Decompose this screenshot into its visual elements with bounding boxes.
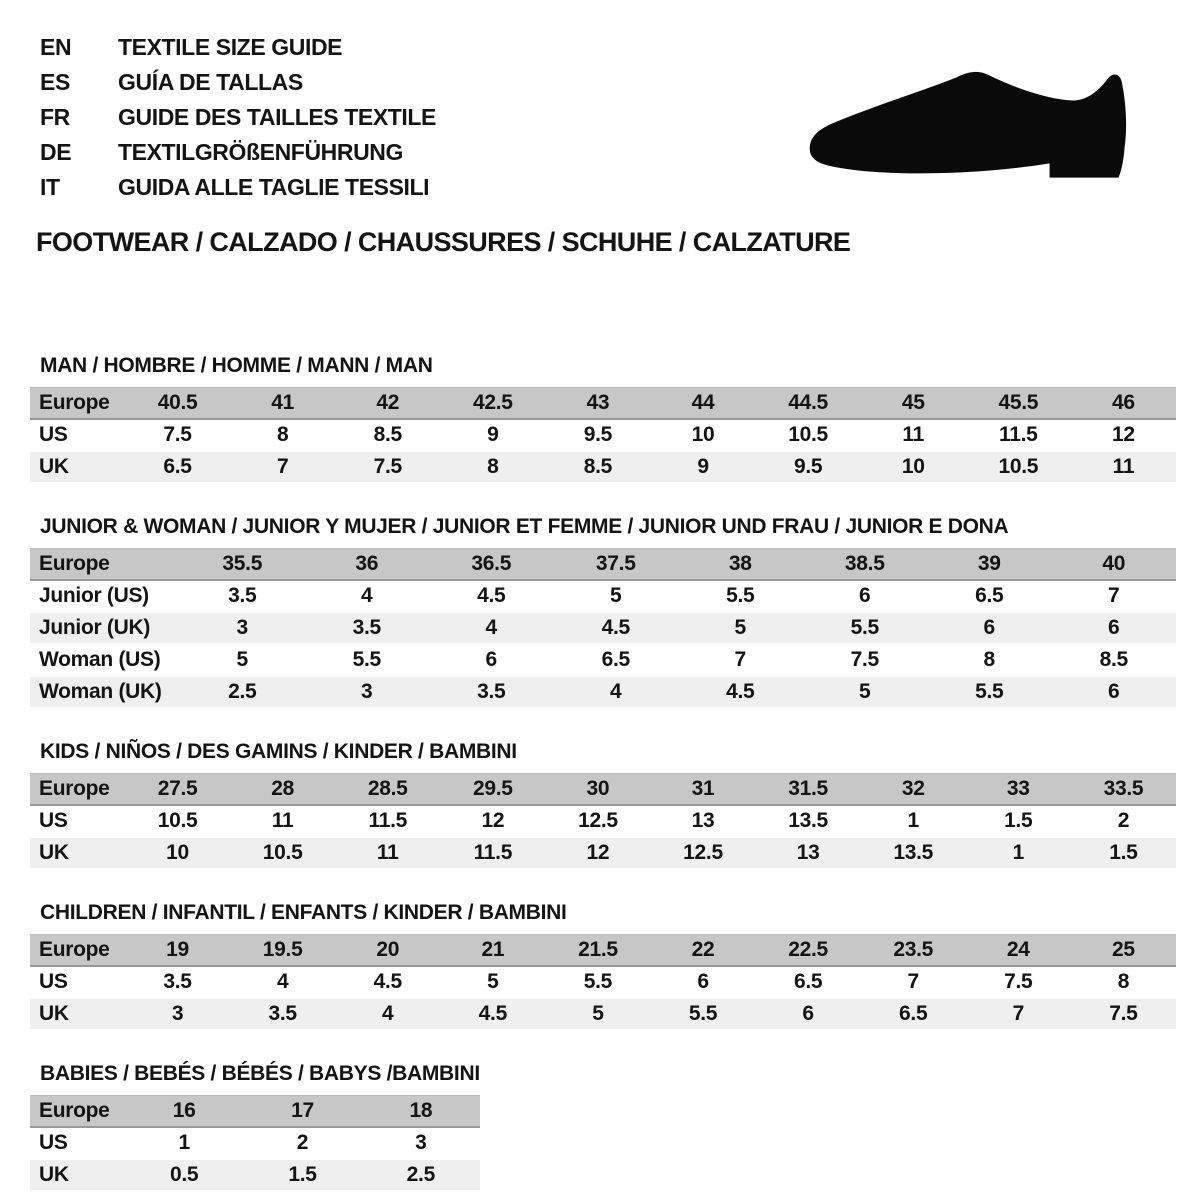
header	[30, 30, 1178, 205]
size-cell: 24	[966, 935, 1071, 967]
size-cell: 44	[650, 388, 755, 420]
size-cell: 10	[861, 451, 966, 483]
row-label: UK	[30, 837, 125, 869]
size-table-row	[30, 837, 1176, 869]
size-cell: 12.5	[545, 805, 650, 837]
size-table-row	[30, 1127, 480, 1159]
row-label: Woman (UK)	[30, 676, 180, 708]
size-cell: 10.5	[125, 805, 230, 837]
row-label: Europe	[30, 549, 180, 581]
size-table-section	[30, 901, 1178, 1031]
language-label: GUIDE DES TAILLES TEXTILE	[118, 104, 436, 130]
language-label: TEXTILGRÖßENFÜHRUNG	[118, 139, 403, 165]
size-cell: 8.5	[335, 419, 440, 451]
size-cell: 3.5	[230, 998, 335, 1030]
size-cell: 44.5	[756, 388, 861, 420]
size-cell: 32	[861, 774, 966, 806]
size-cell: 11	[335, 837, 440, 869]
size-cell: 12	[440, 805, 545, 837]
size-cell: 6.5	[861, 998, 966, 1030]
size-table-section	[30, 1062, 1178, 1192]
size-cell: 1	[125, 1127, 243, 1159]
category-title: FOOTWEAR / CALZADO / CHAUSSURES / SCHUHE / CALZATURE	[36, 227, 851, 257]
size-table-header-row	[30, 549, 1176, 581]
size-table-section	[30, 740, 1178, 870]
size-cell: 8	[440, 451, 545, 483]
size-cell: 11.5	[335, 805, 440, 837]
size-cell: 6	[1052, 676, 1177, 708]
size-cell: 17	[243, 1096, 361, 1128]
size-cell: 1.5	[966, 805, 1071, 837]
size-cell: 11.5	[440, 837, 545, 869]
size-table-row	[30, 580, 1176, 612]
size-cell: 10.5	[230, 837, 335, 869]
size-cell: 4.5	[678, 676, 803, 708]
size-cell: 36.5	[429, 549, 554, 581]
language-code: IT	[40, 174, 60, 200]
size-cell: 2	[243, 1127, 361, 1159]
table-title: JUNIOR & WOMAN / JUNIOR Y MUJER / JUNIOR ET FEMME / JUNIOR UND FRAU / JUNIOR E DONA	[40, 515, 1009, 538]
size-cell: 46	[1071, 388, 1176, 420]
size-cell: 22.5	[756, 935, 861, 967]
size-cell: 3.5	[305, 612, 430, 644]
language-code: EN	[40, 34, 72, 60]
size-cell: 4	[335, 998, 440, 1030]
size-cell: 21	[440, 935, 545, 967]
size-cell: 31	[650, 774, 755, 806]
size-cell: 12.5	[650, 837, 755, 869]
row-label: Europe	[30, 388, 125, 420]
size-cell: 13	[650, 805, 755, 837]
size-cell: 7.5	[125, 419, 230, 451]
size-table-row	[30, 1159, 480, 1191]
size-cell: 7.5	[966, 966, 1071, 998]
size-cell: 4	[230, 966, 335, 998]
size-table-header-row	[30, 935, 1176, 967]
size-cell: 9.5	[756, 451, 861, 483]
size-table-row	[30, 644, 1176, 676]
size-cell: 13	[756, 837, 861, 869]
size-cell: 28.5	[335, 774, 440, 806]
row-label: US	[30, 1127, 125, 1159]
size-cell: 4.5	[429, 580, 554, 612]
row-label: Junior (US)	[30, 580, 180, 612]
size-table-row	[30, 998, 1176, 1030]
size-cell: 3	[180, 612, 305, 644]
size-cell: 22	[650, 935, 755, 967]
size-cell: 5.5	[305, 644, 430, 676]
row-label: Europe	[30, 1096, 125, 1128]
size-cell: 7	[966, 998, 1071, 1030]
size-cell: 7	[230, 451, 335, 483]
size-cell: 9	[650, 451, 755, 483]
size-cell: 42.5	[440, 388, 545, 420]
size-cell: 5	[678, 612, 803, 644]
size-cell: 4	[554, 676, 679, 708]
size-cell: 5	[545, 998, 650, 1030]
size-cell: 5	[554, 580, 679, 612]
size-cell: 6	[429, 644, 554, 676]
size-cell: 45	[861, 388, 966, 420]
size-cell: 30	[545, 774, 650, 806]
size-table-row	[30, 419, 1176, 451]
size-cell: 43	[545, 388, 650, 420]
size-cell: 39	[927, 549, 1052, 581]
size-table-row	[30, 805, 1176, 837]
size-table-header-row	[30, 1096, 480, 1128]
size-cell: 11	[861, 419, 966, 451]
size-cell: 11	[1071, 451, 1176, 483]
size-cell: 3.5	[125, 966, 230, 998]
size-cell: 13.5	[861, 837, 966, 869]
size-cell: 8	[927, 644, 1052, 676]
size-cell: 4.5	[335, 966, 440, 998]
size-cell: 8.5	[1052, 644, 1177, 676]
size-cell: 3	[362, 1127, 480, 1159]
size-cell: 33.5	[1071, 774, 1176, 806]
size-cell: 9	[440, 419, 545, 451]
size-cell: 6	[650, 966, 755, 998]
size-cell: 6	[927, 612, 1052, 644]
size-cell: 10	[650, 419, 755, 451]
size-table-row	[30, 451, 1176, 483]
size-table	[30, 387, 1176, 484]
size-cell: 18	[362, 1096, 480, 1128]
size-cell: 8	[230, 419, 335, 451]
size-cell: 20	[335, 935, 440, 967]
size-cell: 4.5	[440, 998, 545, 1030]
size-cell: 19	[125, 935, 230, 967]
size-cell: 10.5	[756, 419, 861, 451]
size-cell: 31.5	[756, 774, 861, 806]
size-cell: 5	[440, 966, 545, 998]
language-label: GUIDA ALLE TAGLIE TESSILI	[118, 174, 430, 200]
size-table-header-row	[30, 388, 1176, 420]
size-cell: 6.5	[927, 580, 1052, 612]
size-cell: 6.5	[756, 966, 861, 998]
size-table	[30, 934, 1176, 1031]
size-cell: 4	[429, 612, 554, 644]
size-cell: 5	[803, 676, 928, 708]
size-guide-page	[30, 30, 1178, 1192]
size-cell: 35.5	[180, 549, 305, 581]
language-row	[40, 30, 1178, 65]
size-cell: 4.5	[554, 612, 679, 644]
language-label: GUÍA DE TALLAS	[118, 69, 303, 95]
row-label: US	[30, 419, 125, 451]
row-label: UK	[30, 998, 125, 1030]
size-cell: 40.5	[125, 388, 230, 420]
size-cell: 1.5	[1071, 837, 1176, 869]
row-label: Europe	[30, 774, 125, 806]
size-cell: 9.5	[545, 419, 650, 451]
size-cell: 6	[803, 580, 928, 612]
size-cell: 10.5	[966, 451, 1071, 483]
size-cell: 11	[230, 805, 335, 837]
size-cell: 37.5	[554, 549, 679, 581]
size-cell: 7.5	[1071, 998, 1176, 1030]
size-cell: 42	[335, 388, 440, 420]
size-cell: 1.5	[243, 1159, 361, 1191]
size-cell: 3	[125, 998, 230, 1030]
size-tables	[30, 354, 1178, 1192]
table-title: MAN / HOMBRE / HOMME / MANN / MAN	[40, 354, 433, 377]
size-cell: 8	[1071, 966, 1176, 998]
size-cell: 29.5	[440, 774, 545, 806]
size-cell: 16	[125, 1096, 243, 1128]
size-cell: 28	[230, 774, 335, 806]
size-cell: 6.5	[554, 644, 679, 676]
size-cell: 2	[1071, 805, 1176, 837]
language-code: ES	[40, 69, 70, 95]
size-table-section	[30, 515, 1178, 709]
size-cell: 6	[1052, 612, 1177, 644]
size-cell: 13.5	[756, 805, 861, 837]
row-label: Woman (US)	[30, 644, 180, 676]
size-cell: 5	[180, 644, 305, 676]
size-cell: 5.5	[650, 998, 755, 1030]
size-cell: 33	[966, 774, 1071, 806]
size-cell: 21.5	[545, 935, 650, 967]
size-cell: 8.5	[545, 451, 650, 483]
size-cell: 11.5	[966, 419, 1071, 451]
size-cell: 2.5	[362, 1159, 480, 1191]
size-table-row	[30, 612, 1176, 644]
row-label: US	[30, 966, 125, 998]
size-table	[30, 548, 1176, 709]
size-cell: 7	[861, 966, 966, 998]
size-table-row	[30, 966, 1176, 998]
size-cell: 6.5	[125, 451, 230, 483]
row-label: Junior (UK)	[30, 612, 180, 644]
shoe-icon	[805, 66, 1150, 203]
size-cell: 41	[230, 388, 335, 420]
shoe-silhouette-path	[810, 72, 1126, 178]
size-cell: 0.5	[125, 1159, 243, 1191]
size-cell: 27.5	[125, 774, 230, 806]
size-cell: 5.5	[927, 676, 1052, 708]
row-label: UK	[30, 1159, 125, 1191]
size-table	[30, 1095, 480, 1192]
size-cell: 10	[125, 837, 230, 869]
table-title: KIDS / NIÑOS / DES GAMINS / KINDER / BAMBINI	[40, 740, 517, 763]
size-cell: 1	[966, 837, 1071, 869]
size-cell: 5.5	[545, 966, 650, 998]
language-code: DE	[40, 139, 72, 165]
size-cell: 36	[305, 549, 430, 581]
table-title: BABIES / BEBÉS / BÉBÉS / BABYS /BAMBINI	[40, 1062, 480, 1085]
size-cell: 3	[305, 676, 430, 708]
size-cell: 6	[756, 998, 861, 1030]
size-cell: 7.5	[803, 644, 928, 676]
size-cell: 23.5	[861, 935, 966, 967]
size-cell: 12	[545, 837, 650, 869]
size-cell: 45.5	[966, 388, 1071, 420]
size-cell: 4	[305, 580, 430, 612]
size-cell: 1	[861, 805, 966, 837]
size-cell: 7	[1052, 580, 1177, 612]
language-label: TEXTILE SIZE GUIDE	[118, 34, 343, 60]
size-table	[30, 773, 1176, 870]
size-cell: 38.5	[803, 549, 928, 581]
size-cell: 19.5	[230, 935, 335, 967]
size-cell: 5.5	[678, 580, 803, 612]
row-label: UK	[30, 451, 125, 483]
row-label: US	[30, 805, 125, 837]
size-cell: 7	[678, 644, 803, 676]
size-cell: 38	[678, 549, 803, 581]
size-cell: 3.5	[180, 580, 305, 612]
size-table-row	[30, 676, 1176, 708]
size-cell: 25	[1071, 935, 1176, 967]
size-cell: 40	[1052, 549, 1177, 581]
size-table-header-row	[30, 774, 1176, 806]
size-table-section	[30, 354, 1178, 484]
size-cell: 12	[1071, 419, 1176, 451]
table-title: CHILDREN / INFANTIL / ENFANTS / KINDER / BAMBINI	[40, 901, 567, 924]
size-cell: 7.5	[335, 451, 440, 483]
size-cell: 3.5	[429, 676, 554, 708]
row-label: Europe	[30, 935, 125, 967]
size-cell: 2.5	[180, 676, 305, 708]
language-code: FR	[40, 104, 70, 130]
size-cell: 5.5	[803, 612, 928, 644]
